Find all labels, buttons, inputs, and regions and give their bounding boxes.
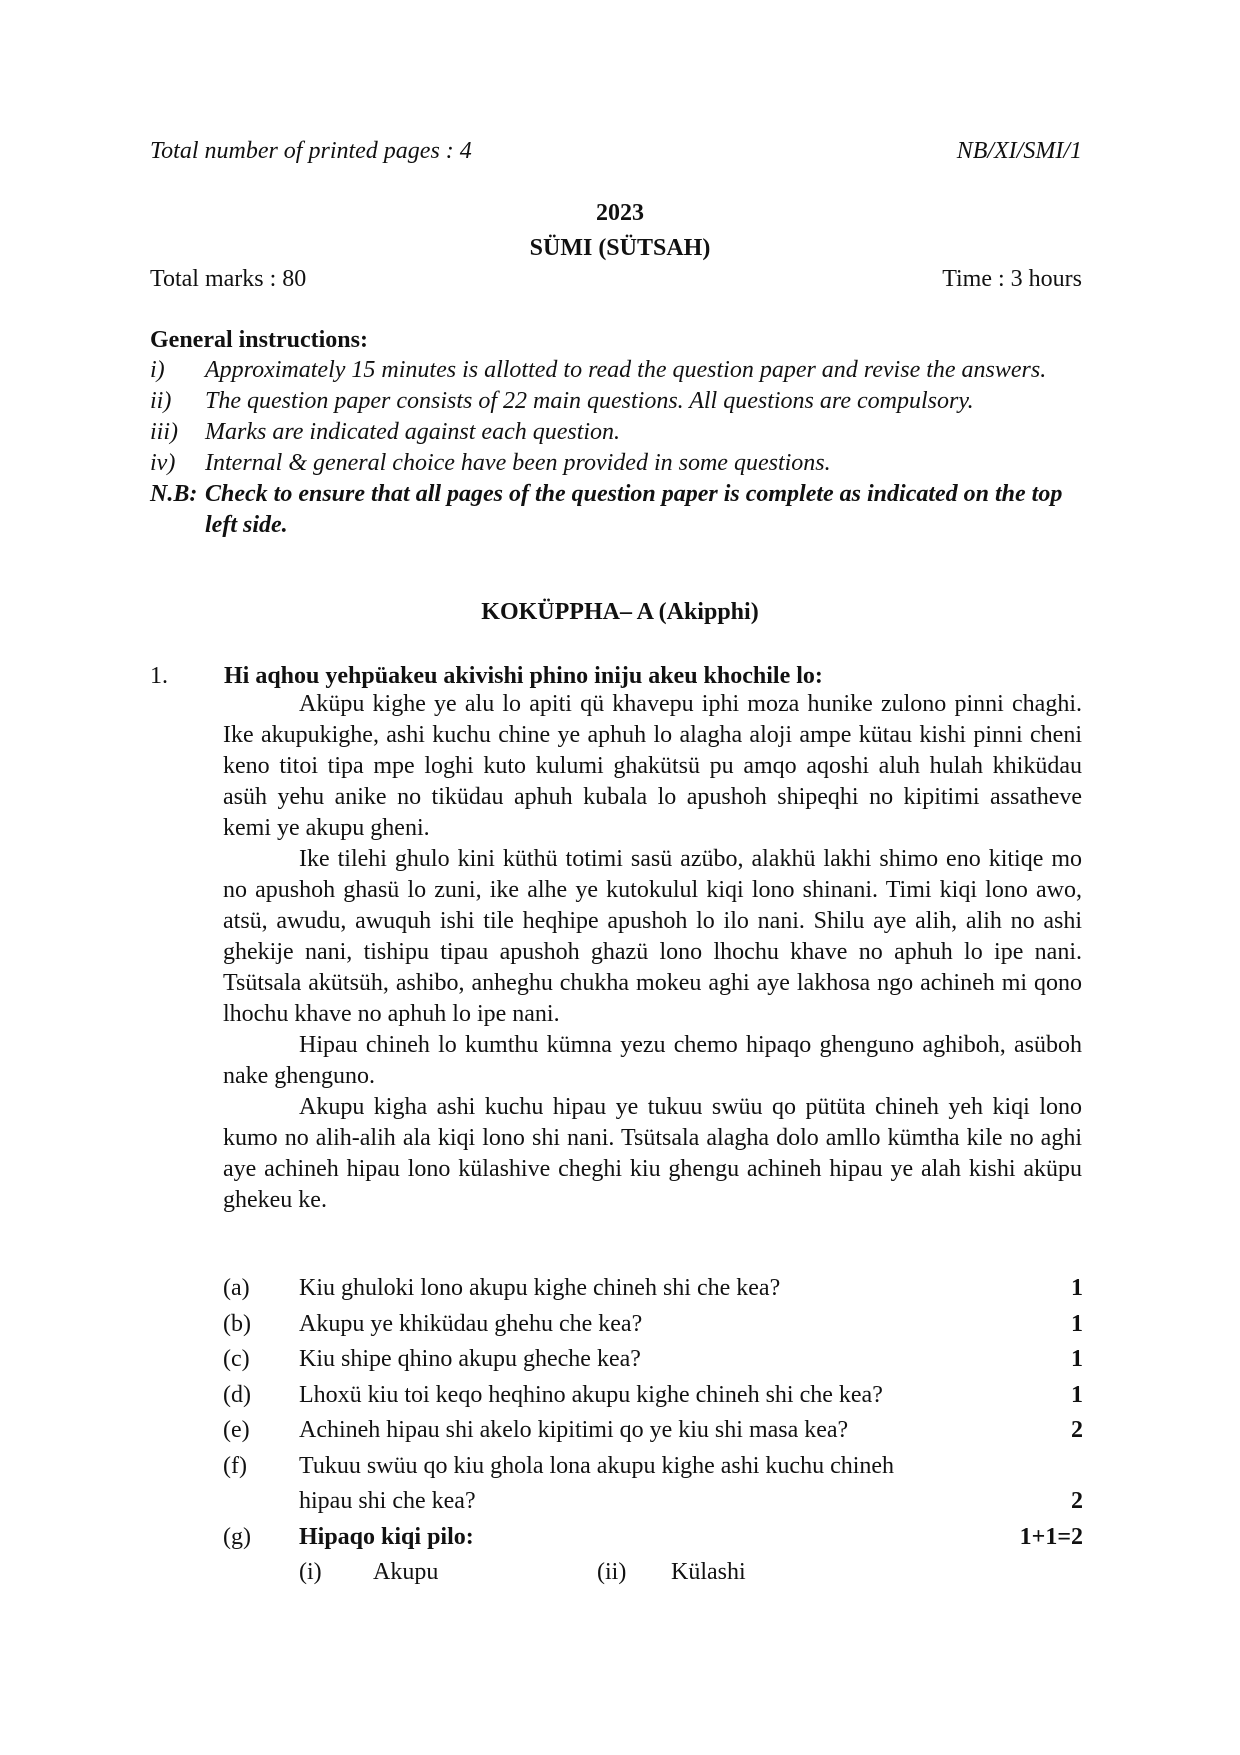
sub-question-text: Tukuu swüu qo kiu ghola lona akupu kighe ashi kuchu chineh hipau shi che kea? (299, 1452, 895, 1514)
sub-question-text: Kiu ghuloki lono akupu kighe chineh shi che kea? (299, 1275, 781, 1301)
time-allowed: Time : 3 hours (942, 266, 1082, 292)
sub-question-marks: 1+1=2 (1019, 1523, 1083, 1550)
sub-question-marks: 1 (1071, 1346, 1083, 1372)
passage-paragraph: Hipau chineh lo kumthu kümna yezu chemo hipaqo ghenguno aghiboh, asüboh nake ghenguno. (223, 1032, 1082, 1089)
reading-passage (223, 689, 1082, 1216)
sub-question-label: (g) (223, 1523, 251, 1550)
sub-question-marks: 1 (1071, 1381, 1083, 1408)
sub-item-text: Külashi (671, 1559, 746, 1585)
sub-item-label: (i) (299, 1559, 322, 1585)
sub-question-marks: 1 (1071, 1310, 1083, 1337)
exam-year: 2023 (596, 200, 644, 226)
sub-question (223, 1307, 1083, 1343)
instruction-text: The question paper consists of 22 main questions. All questions are compulsory. (205, 388, 974, 414)
sub-question-marks: 2 (1071, 1417, 1083, 1443)
question-number: 1. (150, 663, 168, 689)
sub-question (223, 1449, 1083, 1520)
instruction-item (150, 417, 1084, 448)
sub-question-label: (b) (223, 1310, 251, 1337)
nb-label: N.B: (150, 481, 198, 507)
instruction-text: Internal & general choice have been provided in some questions. (205, 450, 831, 476)
sub-question (223, 1342, 1083, 1378)
sub-question-label: (a) (223, 1275, 250, 1301)
sub-question-label: (d) (223, 1381, 251, 1408)
instructions-title: General instructions: (150, 327, 368, 353)
sub-item-text: Akupu (373, 1559, 439, 1585)
instruction-number: i) (150, 357, 165, 383)
passage-paragraph: Ike tilehi ghulo kini küthü totimi sasü azübo, alakhü lakhi shimo eno kitiqe mo no apushoh ghasü lo zuni, ike alhe ye kutokulul kiqi lono shinani. Timi kiqi lono awo, atsü, awudu, awuquh ishi tile heqhipe apushoh lo ilo nani. Shilu aye alih, alih no ashi ghekije nani, tishipu tipau apushoh ghazü lono lhochu khave no aphuh lo ipe nani. Tsütsala akütsüh, ashibo, anheghu chukha mokeu aghi aye lakhosa ngo achineh mi qono lhochu khave no aphuh lo ipe nani. (223, 846, 1082, 1027)
sub-question-marks: 1 (1071, 1275, 1083, 1301)
nb-note (150, 479, 1084, 541)
instruction-number: iv) (150, 450, 176, 476)
sub-question-label: (c) (223, 1346, 250, 1372)
instruction-item (150, 386, 1084, 417)
sub-question (223, 1413, 1083, 1449)
instruction-number: ii) (150, 388, 172, 414)
sub-item-label: (ii) (597, 1559, 627, 1585)
sub-questions (223, 1271, 1083, 1591)
passage-paragraph: Aküpu kighe ye alu lo apiti qü khavepu iphi moza hunike zulono pinni chaghi. Ike akupukighe, ashi kuchu chine ye aphuh lo alagha aloji ampe kütau kishi pinni cheni keno titoi tipa mpe loghi kuto kulumi ghakütsü pu amqo aqoshi aluh hulah khiküdau asüh yehu anike no tiküdau aphuh kubala lo apushoh shipeqhi no kipitimi assatheve kemi ye akupu gheni. (223, 691, 1082, 841)
marks-time-row (150, 264, 1082, 294)
exam-subject: SÜMI (SÜTSAH) (529, 235, 711, 261)
sub-question-text: Kiu shipe qhino akupu gheche kea? (299, 1346, 641, 1372)
sub-item-row (223, 1555, 1083, 1591)
sub-question-text: Hipaqo kiqi pilo: (299, 1523, 474, 1550)
instruction-text: Marks are indicated against each question. (205, 419, 621, 445)
sub-question (223, 1271, 1083, 1307)
instruction-item (150, 355, 1084, 386)
sub-question-text: Akupu ye khiküdau ghehu che kea? (299, 1310, 643, 1337)
section-heading: KOKÜPPHA– A (Akipphi) (481, 599, 759, 625)
paper-code: NB/XI/SMI/1 (956, 138, 1082, 164)
sub-question-text: Achineh hipau shi akelo kipitimi qo ye kiu shi masa kea? (299, 1417, 849, 1443)
question-title: Hi aqhou yehpüakeu akivishi phino iniju akeu khochile lo: (224, 663, 823, 689)
sub-question (223, 1378, 1083, 1414)
instruction-number: iii) (150, 419, 178, 445)
sub-question-text: Lhoxü kiu toi keqo heqhino akupu kighe chineh shi che kea? (299, 1381, 883, 1408)
total-marks: Total marks : 80 (150, 266, 307, 292)
nb-text: Check to ensure that all pages of the question paper is complete as indicated on the top left side. (205, 481, 1063, 538)
sub-question-label: (e) (223, 1417, 250, 1443)
passage-paragraph: Akupu kigha ashi kuchu hipau ye tukuu swüu qo pütüta chineh yeh kiqi lono kumo no alih-alih ala kiqi lono shi nani. Tsütsala alagha dolo amllo kümtha kile no aghi aye achineh hipau lono külashive cheghi kiu ghengu achineh hipau ye alah kishi aküpu ghekeu ke. (223, 1094, 1082, 1213)
printed-pages-note: Total number of printed pages : 4 (150, 138, 472, 164)
sub-question-marks: 2 (1071, 1488, 1083, 1514)
sub-question (223, 1520, 1083, 1556)
instruction-text: Approximately 15 minutes is allotted to read the question paper and revise the answers. (205, 357, 1047, 383)
sub-question-label: (f) (223, 1452, 247, 1479)
instruction-item (150, 448, 1084, 479)
instructions-list (150, 355, 1084, 541)
